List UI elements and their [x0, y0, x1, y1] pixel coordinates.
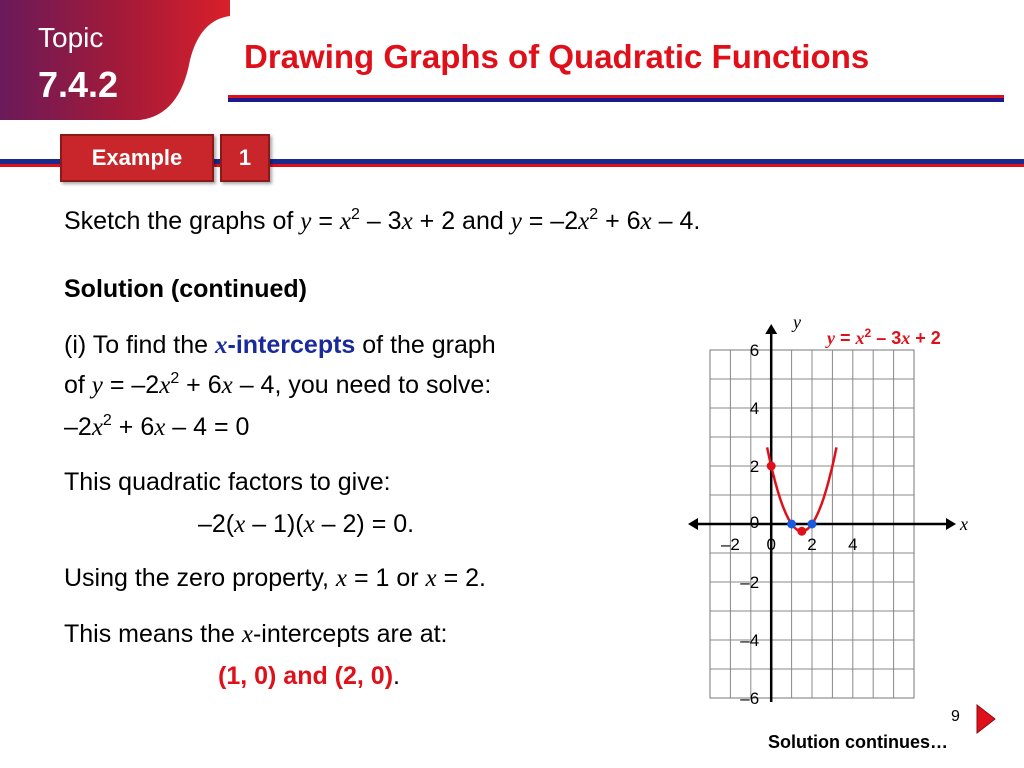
var: x — [401, 208, 413, 235]
text: Sketch the graphs of — [64, 207, 301, 235]
quadratic-graph — [680, 310, 1010, 710]
var: x — [578, 208, 590, 235]
page-title: Drawing Graphs of Quadratic Functions — [244, 38, 870, 75]
intercepts-answer: (1, 0) and (2, 0) — [218, 662, 394, 690]
graph-axes — [688, 324, 956, 702]
exponent: 2 — [589, 206, 599, 223]
text: of — [64, 371, 92, 399]
text: –2( — [198, 510, 235, 538]
text: – 1)( — [245, 510, 304, 538]
x-tick-label: –2 — [720, 535, 740, 554]
x-axis-arrow-left — [688, 518, 698, 530]
x-axis-arrow-right — [946, 518, 956, 530]
var: x — [221, 372, 233, 399]
text: = 1 or — [347, 564, 426, 592]
text: + 2 and — [412, 207, 511, 235]
title-underline-blue — [228, 98, 1004, 102]
var: x — [335, 565, 347, 592]
legend-var: x — [855, 328, 865, 348]
var: y — [510, 208, 522, 235]
y-axis-label: y — [793, 312, 801, 332]
example-number-button[interactable]: 1 — [220, 134, 270, 182]
var: x — [303, 511, 315, 538]
x-tick-label: 2 — [807, 535, 817, 554]
page-number: 9 — [951, 708, 960, 725]
text: -intercepts are at: — [252, 620, 448, 648]
x-axis-label: x — [960, 514, 968, 534]
text: of the graph — [355, 331, 496, 359]
solution-continues: Solution continues… — [768, 732, 948, 752]
y-tick-label: –6 — [740, 689, 760, 708]
text: This means the — [64, 620, 242, 648]
text: + 6 — [598, 207, 641, 235]
text: – 2) = 0. — [314, 510, 415, 538]
legend-text: – 3 — [871, 328, 902, 348]
topic-label: Topic — [38, 22, 104, 53]
solution-line-3 — [64, 412, 249, 443]
var: x — [215, 332, 228, 359]
legend-var: x — [901, 328, 911, 348]
problem-statement — [64, 206, 700, 237]
keyword: -intercepts — [227, 331, 356, 359]
x-tick-label: 0 — [766, 535, 776, 554]
var: x — [241, 621, 253, 648]
parabola-curve — [767, 447, 836, 531]
text: + 6 — [179, 371, 222, 399]
plot-point — [797, 527, 806, 536]
legend-exponent: 2 — [864, 326, 872, 340]
plot-point — [808, 520, 817, 529]
y-axis-arrow — [765, 324, 777, 334]
legend-text: = — [835, 328, 856, 348]
plot-point — [767, 462, 776, 471]
y-tick-label: –2 — [740, 573, 760, 592]
text: Using the zero property, — [64, 564, 336, 592]
exponent: 2 — [102, 412, 112, 429]
var: x — [159, 372, 171, 399]
solution-line-2 — [64, 370, 491, 401]
text: – 4. — [651, 207, 701, 235]
y-tick-label: 0 — [749, 513, 760, 532]
solution-line-7 — [64, 619, 448, 650]
var: x — [234, 511, 246, 538]
text: – 4 = 0 — [165, 413, 250, 441]
text: + 6 — [111, 413, 155, 441]
var: x — [640, 208, 652, 235]
solution-line-5 — [198, 509, 414, 540]
graph-series — [767, 447, 836, 531]
legend-var: y — [827, 328, 835, 348]
solution-line-4: This quadratic factors to give: — [64, 468, 391, 496]
exponent: 2 — [170, 370, 180, 387]
text: –2 — [64, 413, 92, 441]
var: x — [339, 208, 351, 235]
solution-line-1 — [64, 330, 496, 361]
y-tick-label: 2 — [749, 457, 760, 476]
y-tick-label: –4 — [740, 631, 760, 650]
text: (i) To find the — [64, 331, 216, 359]
text: = –2 — [521, 207, 579, 235]
legend-text: + 2 — [910, 328, 941, 348]
next-arrow-icon[interactable] — [975, 703, 997, 735]
x-tick-label: 4 — [848, 535, 858, 554]
var: x — [425, 565, 437, 592]
text: – 3 — [359, 207, 402, 235]
var: x — [154, 414, 166, 441]
solution-line-8 — [218, 661, 400, 691]
topic-number: 7.4.2 — [38, 64, 119, 105]
solution-line-6 — [64, 563, 486, 594]
exponent: 2 — [350, 206, 360, 223]
var: y — [91, 372, 103, 399]
text: = 2. — [436, 564, 486, 592]
var: y — [300, 208, 312, 235]
var: x — [91, 414, 103, 441]
y-tick-label: 6 — [749, 341, 760, 360]
text: – 4, you need to solve: — [232, 371, 492, 399]
y-tick-label: 4 — [749, 399, 760, 418]
text: . — [393, 662, 400, 690]
plot-point — [787, 520, 796, 529]
curve-legend — [825, 326, 941, 348]
example-button[interactable]: Example — [60, 134, 214, 182]
solution-heading: Solution (continued) — [64, 275, 308, 303]
text: = — [311, 207, 340, 235]
text: = –2 — [102, 371, 160, 399]
